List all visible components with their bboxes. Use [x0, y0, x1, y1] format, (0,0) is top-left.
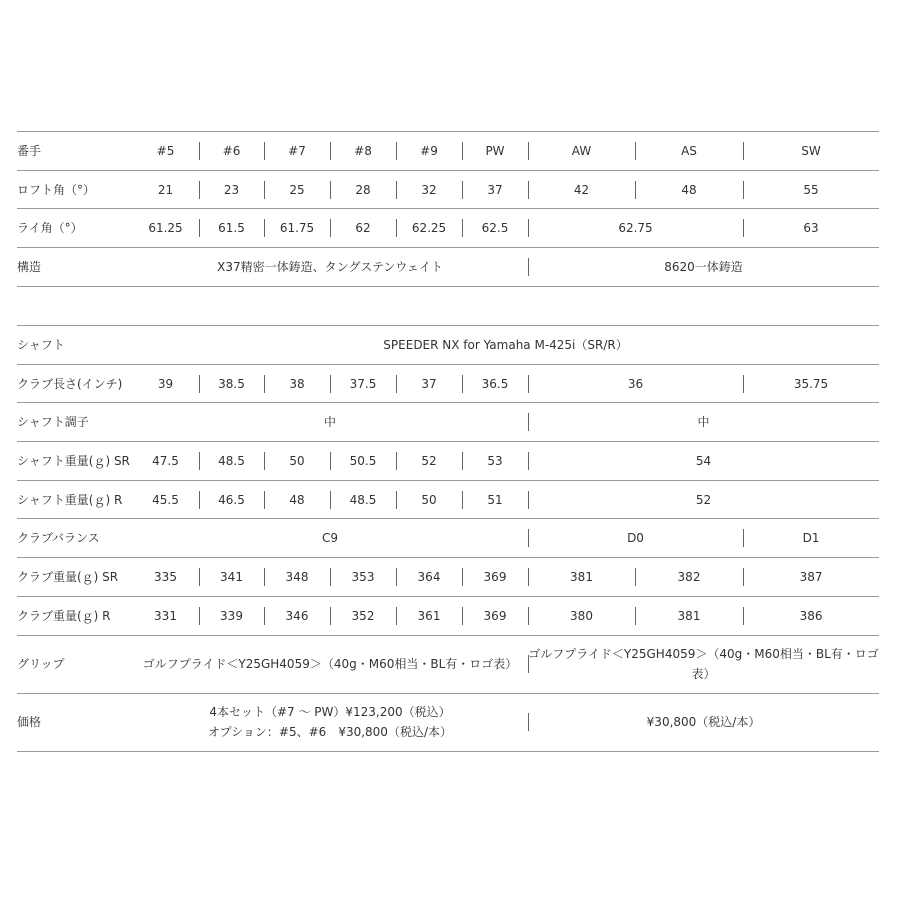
cell: ゴルフプライド＜Y25GH4059＞（40g・M60相当・BL有・ロゴ表） [528, 635, 879, 693]
cell: 46.5 [199, 480, 264, 519]
cell: 386 [743, 596, 879, 635]
cell: 364 [396, 558, 462, 597]
col-header: PW [462, 132, 528, 171]
cell: 380 [528, 596, 635, 635]
cell: 35.75 [743, 364, 879, 403]
cell: 38.5 [199, 364, 264, 403]
row-shaft [17, 326, 879, 365]
row-label: シャフト重量(ｇ) SR [17, 453, 130, 468]
cell: 48.5 [199, 442, 264, 481]
cell: D0 [528, 519, 743, 558]
cell: 348 [264, 558, 330, 597]
row-shaft-weight-sr [17, 442, 879, 481]
cell: 48.5 [330, 480, 396, 519]
cell: 341 [199, 558, 264, 597]
cell: 37 [396, 364, 462, 403]
cell: 50 [396, 480, 462, 519]
row-grip [17, 635, 879, 693]
cell: 32 [396, 170, 462, 209]
cell: 37 [462, 170, 528, 209]
cell: 62 [330, 209, 396, 248]
cell: 61.75 [264, 209, 330, 248]
price-option-text: オプション：#5、#6 ¥30,800（税込/本） [208, 725, 452, 739]
cell: 48 [635, 170, 743, 209]
col-header: #7 [264, 132, 330, 171]
cell: 50.5 [330, 442, 396, 481]
col-header: AW [528, 132, 635, 171]
cell: 331 [154, 608, 177, 623]
col-header: SW [743, 132, 879, 171]
cell: C9 [321, 531, 338, 546]
row-label: クラブバランス [17, 531, 100, 546]
cell: 382 [635, 558, 743, 597]
row-length [17, 364, 879, 403]
cell: X37精密一体鋳造、タングステンウェイト [217, 259, 443, 274]
spec-table-heads [17, 131, 879, 287]
row-club-weight-r [17, 596, 879, 635]
spec-table-shaft [17, 325, 879, 752]
cell: 381 [528, 558, 635, 597]
row-loft [17, 170, 879, 209]
row-label: シャフト [17, 337, 65, 352]
cell: 369 [462, 596, 528, 635]
row-structure [17, 248, 879, 287]
row-label: 構造 [17, 259, 42, 274]
row-label: クラブ長さ(インチ) [17, 376, 123, 391]
cell: 52 [396, 442, 462, 481]
row-label: 価格 [17, 715, 42, 729]
cell: ¥30,800（税込/本） [528, 693, 879, 751]
cell: ゴルフプライド＜Y25GH4059＞（40g・M60相当・BL有・ロゴ表） [142, 657, 518, 671]
cell: 339 [199, 596, 264, 635]
cell: 中 [528, 403, 879, 442]
cell: 61.25 [148, 221, 183, 236]
cell: 62.25 [396, 209, 462, 248]
cell [132, 693, 528, 751]
col-header: AS [635, 132, 743, 171]
cell: 361 [396, 596, 462, 635]
row-balance [17, 519, 879, 558]
row-label: グリップ [17, 657, 65, 671]
cell: 369 [462, 558, 528, 597]
row-label: ライ角（°） [17, 221, 83, 236]
row-flex [17, 403, 879, 442]
cell: SPEEDER NX for Yamaha M-425i（SR/R） [383, 337, 628, 352]
cell: 36.5 [462, 364, 528, 403]
row-label: クラブ重量(ｇ) R [17, 608, 111, 623]
cell: 62.5 [462, 209, 528, 248]
cell: 23 [199, 170, 264, 209]
cell: 381 [635, 596, 743, 635]
cell: 352 [330, 596, 396, 635]
cell: 353 [330, 558, 396, 597]
cell: 346 [264, 596, 330, 635]
cell: 8620一体鋳造 [528, 248, 879, 287]
cell: 51 [462, 480, 528, 519]
cell: 54 [528, 442, 879, 481]
cell: D1 [743, 519, 879, 558]
cell: 38 [264, 364, 330, 403]
row-label: シャフト調子 [17, 415, 89, 430]
col-header: #9 [396, 132, 462, 171]
row-label: クラブ重量(ｇ) SR [17, 569, 119, 584]
col-header: #6 [199, 132, 264, 171]
cell: 28 [330, 170, 396, 209]
cell: 52 [528, 480, 879, 519]
row-club-weight-sr [17, 558, 879, 597]
row-label: ロフト角（°） [17, 182, 96, 197]
cell: 387 [743, 558, 879, 597]
cell: 55 [743, 170, 879, 209]
row-number [17, 132, 879, 171]
cell: 37.5 [330, 364, 396, 403]
row-price [17, 693, 879, 751]
cell: 21 [157, 182, 174, 197]
cell: 53 [462, 442, 528, 481]
col-header: #8 [330, 132, 396, 171]
cell: 62.75 [528, 209, 743, 248]
cell: 48 [264, 480, 330, 519]
cell: 50 [264, 442, 330, 481]
cell: 39 [157, 376, 174, 391]
cell: 61.5 [199, 209, 264, 248]
row-lie [17, 209, 879, 248]
cell: 63 [743, 209, 879, 248]
row-shaft-weight-r [17, 480, 879, 519]
cell: 25 [264, 170, 330, 209]
row-label: 番手 [17, 143, 42, 158]
col-header: #5 [156, 143, 175, 158]
price-set-text: 4本セット（#7 ～ PW）¥123,200（税込） [209, 705, 451, 719]
cell: 42 [528, 170, 635, 209]
cell: 335 [154, 569, 177, 584]
cell: 45.5 [152, 492, 179, 507]
row-label: シャフト重量(ｇ) R [17, 492, 123, 507]
cell: 36 [528, 364, 743, 403]
cell: 47.5 [152, 453, 179, 468]
cell: 中 [323, 415, 336, 430]
